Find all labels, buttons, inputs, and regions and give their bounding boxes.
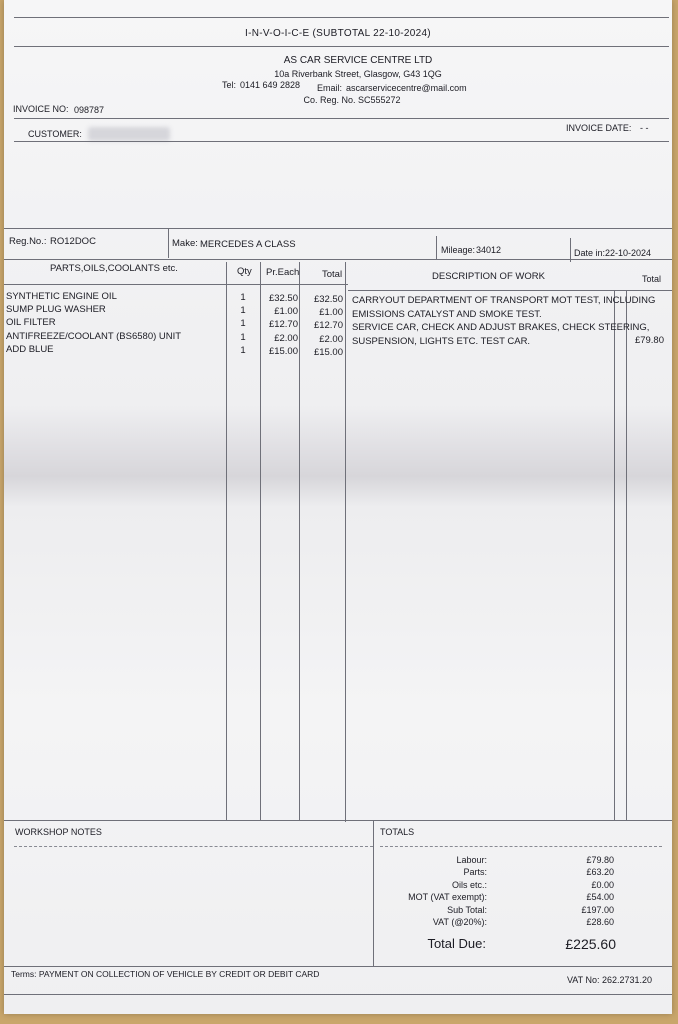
totals-row-value: £79.80 bbox=[586, 855, 614, 865]
email-address: ascarservicecentre@mail.com bbox=[346, 83, 467, 93]
part-name: SYNTHETIC ENGINE OIL bbox=[6, 291, 117, 302]
invoice-number-label: INVOICE NO: bbox=[13, 104, 69, 114]
date-in: 22-10-2024 bbox=[605, 248, 652, 258]
part-total: £32.50 bbox=[313, 294, 343, 305]
totals-row-value: £197.00 bbox=[581, 905, 614, 915]
work-line: SUSPENSION, LIGHTS ETC. TEST CAR. bbox=[352, 336, 531, 347]
work-total-header: Total bbox=[642, 274, 662, 284]
part-price: £15.00 bbox=[268, 346, 298, 357]
totals-row-label: Labour: bbox=[456, 855, 487, 865]
total-due: £225.60 bbox=[565, 936, 616, 952]
totals-row-label: Parts: bbox=[463, 867, 487, 877]
part-total: £2.00 bbox=[319, 334, 343, 345]
invoice-paper bbox=[4, 0, 672, 1014]
work-header: DESCRIPTION OF WORK bbox=[432, 271, 545, 282]
totals-row-label: VAT (@20%): bbox=[432, 917, 487, 927]
parts-header-price: Pr.Each bbox=[266, 267, 300, 278]
totals-label: TOTALS bbox=[380, 827, 415, 837]
part-name: SUMP PLUG WASHER bbox=[6, 304, 106, 315]
reg-number: RO12DOC bbox=[50, 236, 96, 247]
vat-number: VAT No: 262.2731.20 bbox=[566, 975, 652, 985]
part-total: £15.00 bbox=[313, 347, 343, 358]
work-total: £79.80 bbox=[634, 335, 664, 346]
totals-row-value: £28.60 bbox=[586, 917, 614, 927]
customer-label: CUSTOMER: bbox=[28, 129, 82, 139]
divider bbox=[14, 46, 669, 47]
mileage-label: Mileage: bbox=[441, 245, 476, 255]
payment-terms: Terms: PAYMENT ON COLLECTION OF VEHICLE BY CREDIT OR DEBIT CARD bbox=[11, 969, 320, 979]
parts-header-total: Total bbox=[322, 269, 343, 280]
invoice-number: 098787 bbox=[74, 105, 105, 115]
column-line bbox=[626, 290, 627, 820]
work-line: EMISSIONS CATALYST AND SMOKE TEST. bbox=[352, 309, 542, 320]
invoice-date: - - bbox=[640, 123, 649, 133]
part-price: £32.50 bbox=[268, 293, 298, 304]
divider bbox=[4, 284, 348, 285]
parts-header-name: PARTS,OILS,COOLANTS etc. bbox=[50, 263, 178, 274]
date-in-label: Date in: bbox=[574, 248, 606, 258]
divider bbox=[4, 966, 672, 967]
totals-row-label: MOT (VAT exempt): bbox=[408, 892, 487, 902]
part-qty: 1 bbox=[240, 318, 246, 329]
divider bbox=[14, 846, 373, 847]
column-line bbox=[614, 290, 615, 820]
work-line: SERVICE CAR, CHECK AND ADJUST BRAKES, CHECK STEERING, bbox=[352, 322, 650, 333]
totals-row-value: £0.00 bbox=[591, 880, 614, 890]
column-line bbox=[345, 262, 346, 822]
part-name: ADD BLUE bbox=[6, 344, 54, 355]
part-name: OIL FILTER bbox=[6, 317, 56, 328]
divider bbox=[14, 141, 669, 142]
totals-row-value: £54.00 bbox=[586, 892, 614, 902]
email-label: Email: bbox=[317, 83, 343, 93]
divider bbox=[4, 994, 672, 995]
part-price: £12.70 bbox=[268, 319, 298, 330]
invoice-date-label: INVOICE DATE: bbox=[566, 123, 632, 133]
part-qty: 1 bbox=[240, 345, 246, 356]
parts-header-qty: Qty bbox=[237, 266, 252, 277]
work-line: CARRYOUT DEPARTMENT OF TRANSPORT MOT TEST, INCLUDING bbox=[352, 295, 656, 306]
divider bbox=[14, 118, 669, 119]
totals-row-value: £63.20 bbox=[586, 867, 614, 877]
part-price: £1.00 bbox=[274, 306, 298, 317]
divider bbox=[373, 820, 374, 966]
tel-number: 0141 649 2828 bbox=[240, 80, 301, 90]
mileage: 34012 bbox=[476, 245, 502, 255]
part-qty: 1 bbox=[240, 332, 246, 343]
part-total: £12.70 bbox=[313, 320, 343, 331]
company-name: AS CAR SERVICE CENTRE LTD bbox=[283, 55, 433, 66]
total-due-label: Total Due: bbox=[427, 936, 486, 951]
company-address: 10a Riverbank Street, Glasgow, G43 1QG bbox=[274, 69, 442, 79]
divider bbox=[4, 820, 672, 821]
part-total: £1.00 bbox=[319, 307, 343, 318]
divider bbox=[380, 846, 662, 847]
divider bbox=[14, 17, 669, 18]
company-reg: Co. Reg. No. SC555272 bbox=[303, 95, 401, 105]
make-label: Make: bbox=[172, 238, 198, 249]
totals-row-label: Sub Total: bbox=[447, 905, 487, 915]
part-qty: 1 bbox=[240, 292, 246, 303]
tel-label: Tel: bbox=[222, 80, 237, 90]
divider bbox=[348, 290, 672, 291]
part-qty: 1 bbox=[240, 305, 246, 316]
redacted-customer bbox=[88, 127, 170, 141]
invoice-title: I-N-V-O-I-C-E (SUBTOTAL 22-10-2024) bbox=[245, 28, 431, 39]
part-name: ANTIFREEZE/COOLANT (BS6580) UNIT bbox=[6, 331, 182, 342]
vehicle-make: MERCEDES A CLASS bbox=[200, 239, 296, 250]
divider bbox=[168, 228, 169, 258]
divider bbox=[436, 236, 437, 260]
part-price: £2.00 bbox=[274, 333, 298, 344]
totals-row-label: Oils etc.: bbox=[451, 880, 487, 890]
divider bbox=[4, 259, 672, 260]
divider bbox=[4, 228, 672, 229]
reg-label: Reg.No.: bbox=[9, 236, 47, 247]
workshop-notes-label: WORKSHOP NOTES bbox=[15, 827, 102, 837]
